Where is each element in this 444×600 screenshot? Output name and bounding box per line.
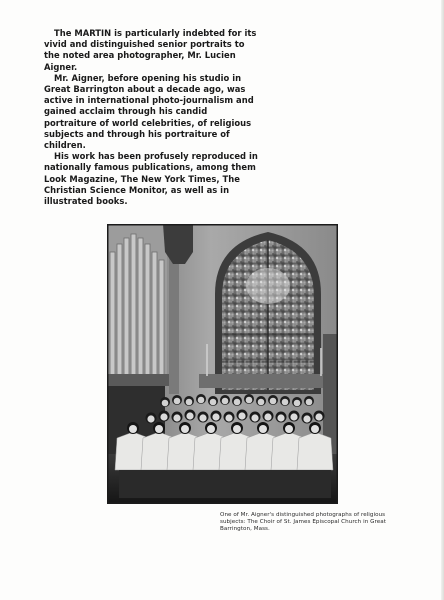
article-paragraph-3: His work has been profusely reproduced in nationally famous publications, among them Look Magazine, The New York Times, The Christian Science Monitor, as well as in illustrated books. <box>44 151 258 207</box>
stained-glass-window <box>215 232 321 394</box>
photo-caption: One of Mr. Aigner's distinguished photographs of religious subjects: The Choir of St. James Episcopal Church in Great Barrington, Mass. <box>220 512 386 532</box>
choir-photograph <box>107 224 338 504</box>
article-paragraph-1: The MARTIN is particularly indebted for its vivid and distinguished senior portraits to the noted area photographer, Mr. Lucien Aigner. <box>44 28 257 72</box>
article-paragraph-2: Mr. Aigner, before opening his studio in Great Barrington about a decade ago, was active in international photo-journalism and gained acclaim through his candid portraiture of world celebrities, of religious subjects and through his portraiture of children. <box>44 72 254 151</box>
article-text <box>44 28 258 207</box>
